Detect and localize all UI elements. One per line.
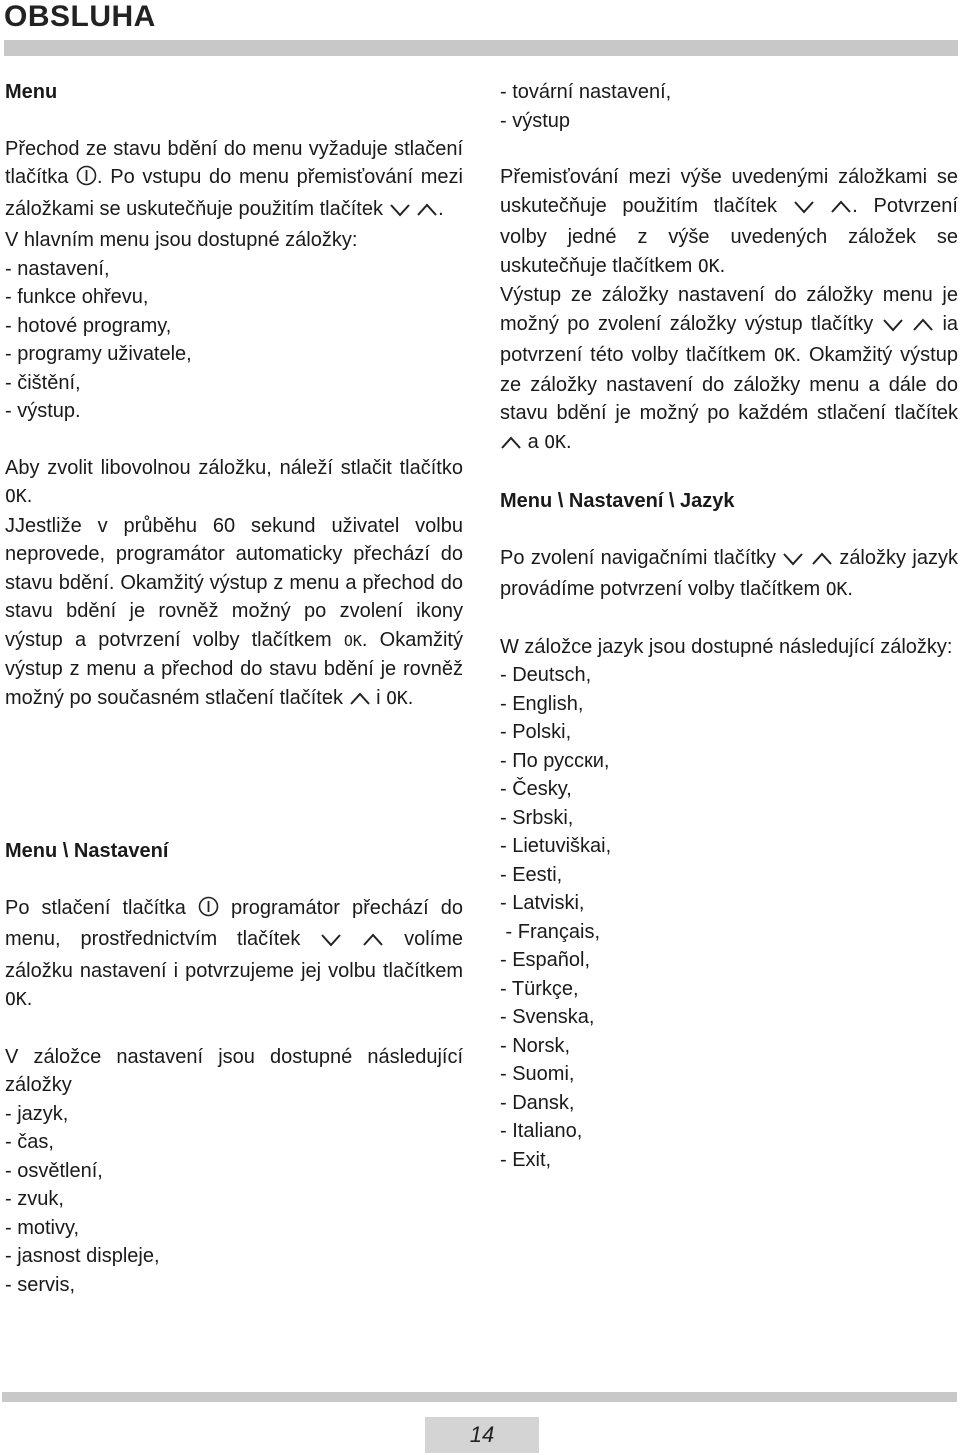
exit-text-4: a xyxy=(527,430,539,453)
language-item: - English, xyxy=(500,692,584,715)
intro-text-1: Přechod ze stavu bdění do menu vyžaduje stlačení tlačítka xyxy=(5,137,463,188)
exit-text-1: Výstup ze záložky nastavení do záložky menu je možný po zvolení záložky výstup tlačítky xyxy=(500,284,958,335)
right-column xyxy=(500,78,958,1174)
ok-label: OK xyxy=(386,687,408,709)
footer-bar xyxy=(2,1392,957,1402)
chevron-down-icon xyxy=(882,313,904,342)
intro-text-2: . Po vstupu do menu přemisťování mezi záložkami se uskutečňuje použitím tlačítek xyxy=(5,166,463,220)
language-item: - Dansk, xyxy=(500,1091,575,1114)
timeout-paragraph xyxy=(5,512,463,716)
list-item: - osvětlení, xyxy=(5,1159,103,1182)
list-item: - servis, xyxy=(5,1273,75,1296)
chevron-down-icon xyxy=(793,195,815,224)
list-item: - zvuk, xyxy=(5,1188,64,1210)
chevron-up-icon xyxy=(500,431,522,460)
list-item: - nastavení, xyxy=(5,257,110,280)
language-item: - Svenska, xyxy=(500,1006,595,1028)
navigation-paragraph xyxy=(500,163,958,281)
list-item: - výstup xyxy=(500,109,571,132)
language-item: - По русски, xyxy=(500,749,610,772)
chevron-up-icon xyxy=(416,198,438,227)
chevron-up-icon xyxy=(362,928,384,957)
nav-text-2: . Potvrzení volby jedné z výše uvedených záložek se uskutečňuje tlačítkem xyxy=(500,194,958,277)
language-item: - Česky, xyxy=(500,778,572,800)
list-item: - čištění, xyxy=(5,371,81,394)
language-item: - Polski, xyxy=(500,721,572,743)
power-icon xyxy=(76,165,97,195)
chevron-down-icon xyxy=(389,198,411,227)
timeout-text-3: i xyxy=(376,686,381,709)
settings-text-1: Po stlačení tlačítka xyxy=(5,896,186,919)
language-item: - Italiano, xyxy=(500,1120,583,1142)
language-item: - Français, xyxy=(500,920,601,943)
select-text: Aby zvolit libovolnou záložku, náleží stlačit tlačítko xyxy=(5,456,463,479)
chevron-up-icon xyxy=(811,547,833,576)
list-item: - výstup. xyxy=(5,400,81,422)
exit-text-3: Okamžitý výstup ze záložky nastavení do záložky menu a dále do stavu bdění je možný po každém stlačení tlačítek xyxy=(500,344,958,424)
menu-intro-paragraph xyxy=(5,135,463,227)
exit-paragraph xyxy=(500,281,958,459)
language-item: - Suomi, xyxy=(500,1063,575,1085)
period: . xyxy=(795,344,802,366)
settings-list xyxy=(5,1100,463,1300)
period: . xyxy=(26,988,33,1010)
menu-heading: Menu xyxy=(5,81,58,103)
exit-text-2: ia potvrzení této volby tlačítkem xyxy=(500,312,959,366)
language-list-intro: W záložce jazyk jsou dostupné následující záložky: xyxy=(500,635,953,658)
period: . xyxy=(407,686,414,709)
period: . xyxy=(719,254,726,277)
language-paragraph xyxy=(500,544,958,605)
intro-text-3: . xyxy=(438,197,444,220)
language-item: - Español, xyxy=(500,949,591,971)
list-item: - čas, xyxy=(5,1131,54,1153)
power-icon xyxy=(198,896,219,926)
select-paragraph xyxy=(5,454,463,512)
list-item: - hotové programy, xyxy=(5,314,172,337)
settings-paragraph xyxy=(5,894,463,1015)
language-item: - Norsk, xyxy=(500,1034,570,1057)
chevron-down-icon xyxy=(782,547,804,576)
language-heading: Menu \ Nastavení \ Jazyk xyxy=(500,490,735,512)
chevron-up-icon xyxy=(912,313,934,342)
list-item: - jasnost displeje, xyxy=(5,1245,160,1267)
timeout-text-1: JJestliže v průběhu 60 sekund uživatel volbu neprovede, programátor automaticky přechází do stavu bdění. Okamžitý výstup z menu a přechod do stavu bdění je rovněž možný po zvolení ikony výstup a potvrzení volby tlačítkem xyxy=(5,514,463,651)
language-item: - Exit, xyxy=(500,1148,552,1171)
header-bar xyxy=(4,40,958,56)
settings-text-3: volíme záložku nastavení i potvrzujeme jej volbu tlačítkem xyxy=(5,928,463,982)
page-title: OBSLUHA xyxy=(4,0,156,33)
chevron-down-icon xyxy=(320,928,342,957)
main-menu-intro: V hlavním menu jsou dostupné záložky: xyxy=(5,229,358,251)
list-item: - programy uživatele, xyxy=(5,343,192,365)
settings-text-2: programátor přechází do menu, prostřednictvím tlačítek xyxy=(5,896,463,950)
ok-label: OK xyxy=(825,579,848,600)
main-menu-list xyxy=(5,255,463,426)
page-number: 14 xyxy=(425,1417,539,1453)
ok-label: OK xyxy=(544,431,566,453)
list-item: - funkce ohřevu, xyxy=(5,286,149,308)
period: . xyxy=(26,485,33,507)
language-item: - Srbski, xyxy=(500,806,574,829)
lang-text-2: záložky jazyk provádíme potvrzení volby tlačítkem xyxy=(500,546,958,600)
ok-label: OK xyxy=(5,989,27,1010)
list-item: - motivy, xyxy=(5,1216,80,1239)
period: . xyxy=(565,430,572,453)
lang-text-1: Po zvolení navigačními tlačítky xyxy=(500,546,777,569)
language-item: - Deutsch, xyxy=(500,664,592,686)
left-column xyxy=(5,78,463,1299)
language-item: - Eesti, xyxy=(500,863,563,886)
chevron-up-icon xyxy=(830,195,852,224)
nav-text-1: Přemisťování mezi výše uvedenými záložkami se uskutečňuje použitím tlačítek xyxy=(500,166,958,217)
timeout-text-2: . Okamžitý výstup z menu a přechod do stavu bdění je rovněž možný po současném stlačení tlačítek xyxy=(5,628,463,709)
chevron-up-icon xyxy=(349,687,371,716)
settings-heading: Menu \ Nastavení xyxy=(5,840,169,862)
ok-label: OK xyxy=(773,345,796,366)
language-item: - Türkçe, xyxy=(500,977,579,1000)
language-item: - Latviski, xyxy=(500,892,585,914)
language-list xyxy=(500,661,958,1174)
ok-label: OK xyxy=(343,631,362,650)
list-item: - tovární nastavení, xyxy=(500,81,672,103)
language-item: - Lietuviškai, xyxy=(500,835,612,857)
ok-label: OK xyxy=(697,255,720,277)
list-item: - jazyk, xyxy=(5,1102,69,1125)
ok-label: OK xyxy=(5,486,27,507)
period: . xyxy=(847,578,853,600)
settings-list-intro: V záložce nastavení jsou dostupné následující záložky xyxy=(5,1045,463,1096)
